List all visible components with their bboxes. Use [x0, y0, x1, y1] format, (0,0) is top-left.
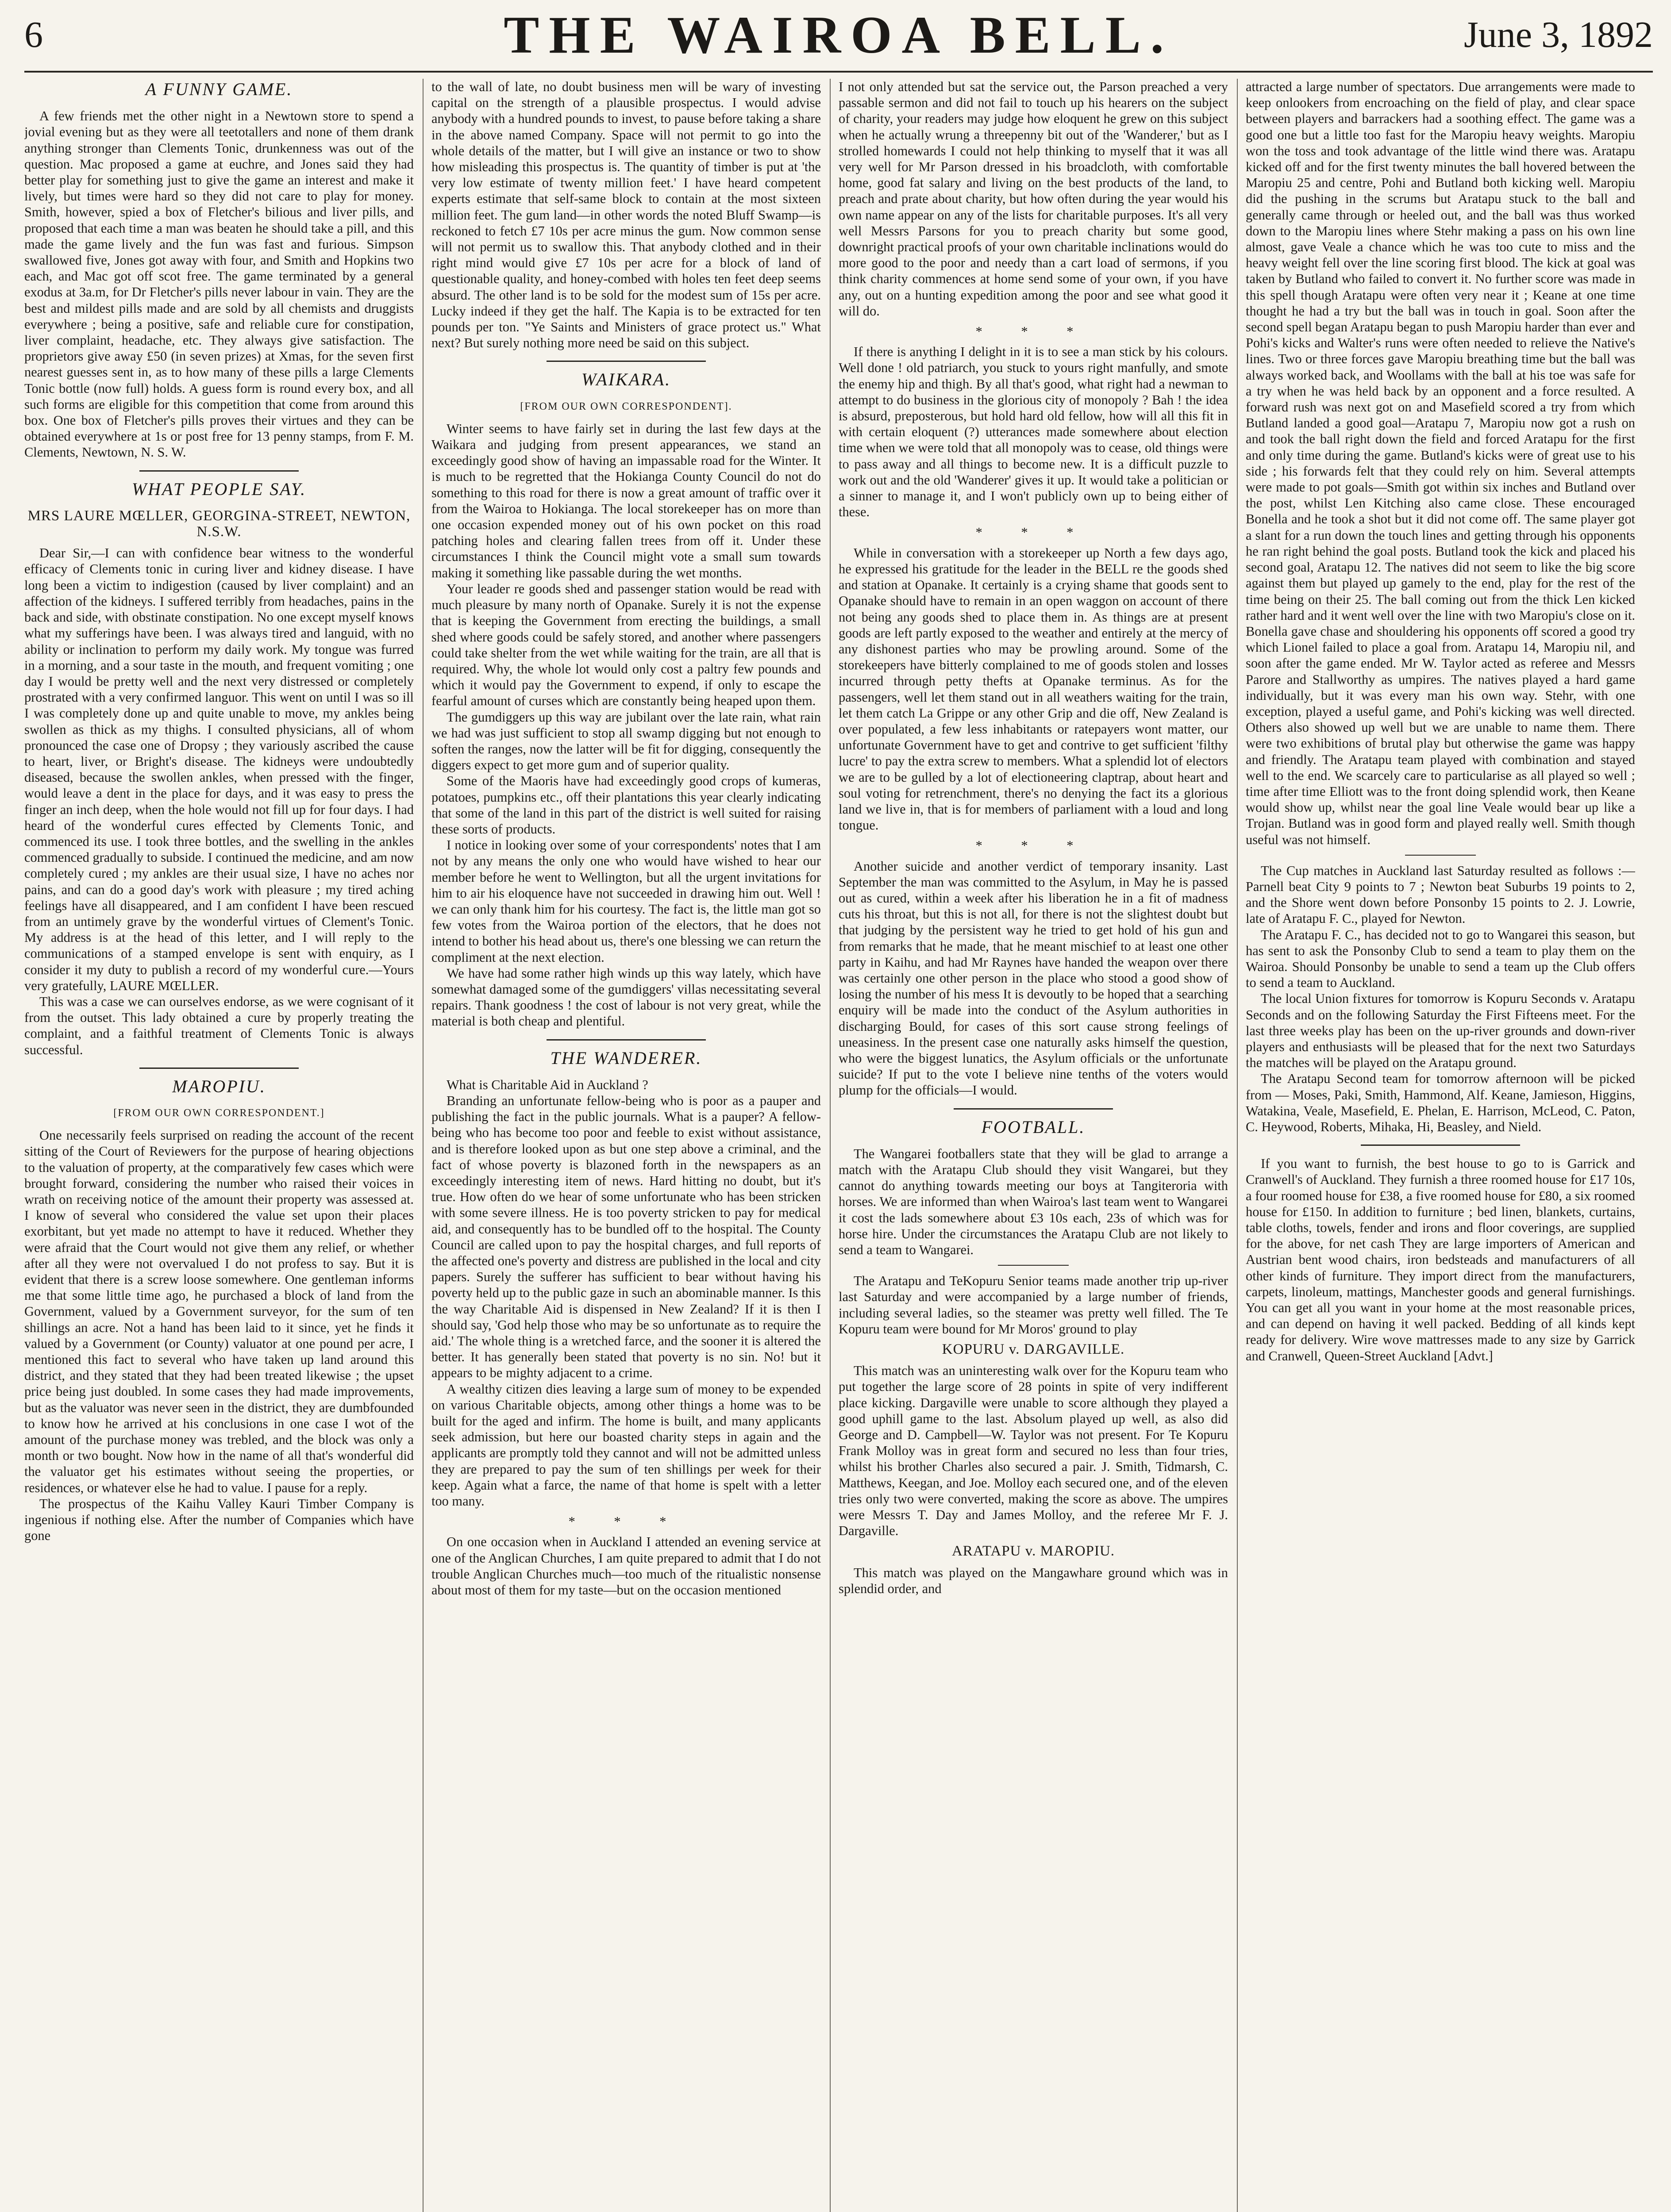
article-heading: A FUNNY GAME.: [145, 79, 293, 99]
article-paragraph: This match was played on the Mangawhare ground which was in splendid order, and: [839, 1565, 1228, 1596]
article-paragraph: The prospectus of the Kaihu Valley Kauri Timber Company is ingenious if nothing else. After the number of Companies which have gone: [24, 1496, 414, 1544]
article-paragraph: What is Charitable Aid in Auckland ?: [447, 1077, 648, 1092]
article-subheading: KOPURU v. DARGAVILLE.: [942, 1341, 1125, 1358]
article-paragraph: If there is anything I delight in it is to see a man stick by his colours. Well done ! old patriarch, you stuck to yours right manfully, and smote the enemy hip and thigh. By all that's good, what right had a newman to attempt to do business in the glorious city of monopoly ? Bah ! the idea is absurd, preposterous, but hold hard old fellow, how will all this fit in with certain eloquent (?) utterances made somewhere about election time when we were told that all monopoly was to cease, old things were to pass away and all things to become new. It is a difficult puzzle to work out and the old 'Wanderer' gives it up. It would take a politician or a sinner to manage it, and I won't publicly own up to being either of these.: [839, 344, 1228, 520]
article-divider: [139, 470, 299, 472]
section-break: * * *: [975, 525, 1091, 540]
article-paragraph: Another suicide and another verdict of temporary insanity. Last September the man was committed to the Asylum, in May he is passed out as cured, within a week after his liberation he in a fit of madness cuts his throat, but this is not all, for there is not the slightest doubt but that judging by the persistent way he tried to get hold of his gun and from remarks that he made, that he meant mischief to at least one other party in Kaihu, and had Mr Raynes have handed the weapon over there was certainly one other person in the place who stood a good show of losing the number of his mess It is devoutly to be hoped that a searching enquiry will be made into the conduct of the Asylum authorities in discharging Bould, for cases of this sort cause strong feelings of uneasiness. In the present case one naturally asks himself the question, who were the biggest lunatics, the Asylum officials or the unfortunate suicide? If put to the vote I believe nine tenths of the voters would plump for the officials—I would.: [839, 858, 1228, 1098]
article-paragraph: Winter seems to have fairly set in during the last few days at the Waikara and judging from present appearances, we stand an exceedingly good show of having an impassable road for the Winter. It is much to be regretted that the Hokianga County Council do not do something to this road for there is now a great amount of traffic over it from the Wairoa to Hokianga. The local storekeeper has on more than one occasion expended money out of his own pocket on this road patching holes and clearing fallen trees from off it. Under these circumstances I think the Council might vote a small sum towards making it something like passable during the wet months.: [431, 421, 821, 580]
column-2: [431, 79, 821, 2212]
newspaper-title: THE WAIROA BELL.: [504, 5, 1174, 64]
masthead: [24, 4, 1653, 71]
article-paragraph: We have had some rather high winds up this way lately, which have somewhat damaged some of the gumdiggers' villas necessitating several repairs. Thank goodness ! the cost of labour is not very great, while the material is both cheap and plentiful.: [431, 965, 821, 1029]
article-paragraph: While in conversation with a storekeeper up North a few days ago, he expressed his gratitude for the leader in the BELL re the goods shed and station at Opanake. It certainly is a crying shame that goods sent to Opanake should have to remain in an open waggon on account of there not being any goods shed to place them in. As things are at present goods are left partly exposed to the weather and entirely at the mercy of any dishonest parties who may be prowling around. Some of the storekeepers have bitterly complained to me of goods stolen and losses incurred through petty thefts at Opanake terminus. As for the passengers, well let them stand out in all weathers waiting for the train, let them catch La Grippe or any other Grip and die off, New Zealand is over populated, a few less inhabitants or ratepayers wont matter, our unfortunate Government have to get and contrive to get sufficient 'filthy lucre' to pay the extra screw to members. What a splendid lot of electors we are to be gulled by a lot of electioneering claptrap, about heart and soul voting for retrenchment, there's no denying the fact its a glorious land we live in, that is for members of parliament with a loud and long tongue.: [839, 545, 1228, 833]
article-paragraph: I not only attended but sat the service out, the Parson preached a very passable sermon and did not fail to touch up his hearers on the subject of charity, your readers may judge how eloquent he grew on this subject when he actually wrung a threepenny bit out of the 'Wanderer,' but as I strolled homewards I could not help thinking to myself that it was all very well for Mr Parson dressed in his broadcloth, with comfortable home, good fat salary and living on the best products of the land, to preach and prate about charity, but how often during the year would his own name appear on any of the lists for charitable purposes. It's all very well Messrs Parsons for you to preach charity but some good, downright practical proofs of your own charitable inclinations would do more good to the poor and needy than a cart load of sermons, if you think charity commences at home send some of your own, if you have any, out on a hunting expedition among the poor and see what good it will do.: [839, 79, 1228, 319]
article-paragraph: The Wangarei footballers state that they will be glad to arrange a match with the Aratapu Club should they visit Wangarei, but they cannot do anything towards meeting our boys at Tangiteroria with horses. We are informed than when Wairoa's last team went to Wangarei it cost the lads somewhere about £3 10s each, 23s of which was for horse hire. Under the circumstances the Aratapu Club are not likely to send a team to Wangarei.: [839, 1146, 1228, 1258]
article-paragraph: attracted a large number of spectators. Due arrangements were made to keep onlookers from encroaching on the field of play, and clear space between players and barrackers had a soothing effect. The game was a good one but a little too fast for the Maropiu heavy weights. Maropiu won the toss and took advantage of the little wind there was. Aratapu kicked off and for the first twenty minutes the ball hovered between the Maropiu 25 and centre, Pohi and Butland both kicking well. Maropiu did the pushing in the scrums but Aratapu stuck to the ball and generally came through or heeled out, and the ball was thus worked down to the Maropiu lines where Stehr making a pass on his own line almost, gave Veale a chance which he was too cute to miss and the heavy weight fell over the line scoring first blood. The kick at goal was taken by Butland who failed to convert it. No further score was made in this spell though Aratapu were often very near it ; Keane at one time thought he had a try but the ball was in touch in goal. Soon after the second spell began Aratapu began to push Maropiu harder than ever and Pohi's kicks and Walter's runs were often needed to relieve the Native's lines. Two or three forces gave Maropiu breathing time but the ball was always worked back, and Woollams with the ball at his toe was safe for a try when he was held back by an opponent and a force resulted. A forward rush was next got on and Masefield scored a try from which Butland landed a good goal—Aratapu 7, Maropiu now got a rush on and took the ball right down the field and forced Aratapu for the first and only time during the game. Butland's kicks were of great use to his side ; his forwards felt that they could rely on him. Several attempts were made to pot goals—Smith got within six inches and Butland over the post, whilst Len Kitching also came close. These encouraged Bonella and he took a shot but it did not come off. The same player got a slant for a run down the touch lines and getting through his opponents he ran right behind the goal posts. Butland took the kick and placed his second goal, Aratapu 12. The natives did not seem to like the big score against them but played up gamely to the end, play for the rest of the time being on their 25. The ball coming out from the thick Len kicked rather hard and it went well over the line with two Maropiu's close on it. Bonella gave chase and shouldering his opponents off scored a good try which Lionel failed to place a goal from. Aratapu 14, Maropiu nil, and soon after the game ended. Mr W. Taylor acted as referee and Messrs Parore and Stallworthy as umpires. The natives played a hard game individually, but it was every man his own way. Stehr, with one exception, played a useful game, and Pohi's kicking was well directed. Others also showed up well but we are unable to name them. There were two exhibitions of brutal play but otherwise the game was happy and friendly. The Aratapu team played with combination and stayed well to the end. We scarcely care to particularise as all played so well ; time after time Elliott was to the front doing splendid work, then Keane would show up, whilst near the goal line Veale would bear up like a Trojan. Butland was in good form and played really well. Smith though useful was not himself.: [1246, 79, 1635, 847]
article-paragraph: On one occasion when in Auckland I attended an evening service at one of the Anglican Churches, I am quite prepared to admit that I do not trouble Anglican Churches much—too much of the ritualistic nonsense about most of them for my taste—but on the occasion mentioned: [431, 1534, 821, 1598]
article-paragraph: A few friends met the other night in a Newtown store to spend a jovial evening but as they were all teetotallers and none of them drank anything stronger than Clements Tonic, drunkenness was out of the question. Mac proposed a game at euchre, and Jones said they had better play for something just to give the game an interest and make it lively, but times were hard so they did not care to play for money. Smith, however, spied a box of Fletcher's bilious and liver pills, and proposed that each time a man was beaten he should take a pill, and this made the game lively and the fun was fast and furious. Simpson swallowed five, Jones got away with four, and Smith and Hopkins two each, and Mac got off scot free. The game terminated by a general exodus at 3a.m, for Dr Fletcher's pills never labour in vain. They are the best and mildest pills made and are sold by all chemists and druggists everywhere ; being a positive, safe and reliable cure for constipation, liver complaint, headache, etc. They always give satisfaction. The proprietors give away £50 (in seven prizes) at Xmas, for the seven first nearest guesses sent in, as to how many of these pills a large Clements Tonic bottle (now full) holds. A guess form is round every box, and all such forms are eligible for this competition that come from around this box. One box of Fletcher's pills proves their virtues and they can be obtained everywhere at 1s or post free for 13 penny stamps, from F. M. Clements, Newtown, N. S. W.: [24, 108, 414, 460]
section-break: * * *: [975, 324, 1091, 339]
article-divider: [954, 1108, 1113, 1110]
article-paragraph: This was a case we can ourselves endorse, as we were cognisant of it from the outset. This lady obtained a cure by properly treating the complaint, and a faithful treatment of Clements Tonic is always successful.: [24, 994, 414, 1057]
masthead-rule: [24, 71, 1653, 73]
article-heading: MAROPIU.: [172, 1076, 266, 1096]
article-paragraph: The Cup matches in Auckland last Saturday resulted as follows :—Parnell beat City 9 points to 7 ; Newton beat Suburbs 19 points to 2, and the Shore went down before Ponsonby 15 points to 2. J. Lowrie, late of Aratapu F. C., played for Newton.: [1246, 863, 1635, 926]
article-paragraph: If you want to furnish, the best house to go to is Garrick and Cranwell's of Auckland. They furnish a three roomed house for £17 10s, a four roomed house for £38, a five roomed house for £80, a six roomed house for £150. In addition to furniture ; bed linen, blankets, curtains, table cloths, towels, fender and irons and floor coverings, are supplied for the above, for net cash They are large importers of American and Austrian bent wood chairs, iron bedsteads and manufacturers of all other kinds of furniture. They import direct from the manufacturers, carpets, linoleum, mattings, Manchester goods and general furnishings. You can get all you want in your home at the most reasonable prices, and can depend on having it well packed. Bedding of all kinds kept ready for delivery. Wire wove mattresses made to any size by Garrick and Cranwell, Queen-Street Auckland [Advt.]: [1246, 1156, 1635, 1363]
column-rule: [1237, 79, 1238, 2212]
column-1: [24, 79, 414, 2212]
article-divider: [1361, 1144, 1520, 1146]
article-paragraph: The gumdiggers up this way are jubilant over the late rain, what rain we had was just sufficient to stop all swamp digging but not enough to soften the ranges, now the latter will be fit for digging, consequently the diggers expect to get more gum and of superior quality.: [431, 709, 821, 773]
section-break: * * *: [568, 1514, 684, 1529]
column-rule: [830, 79, 831, 2212]
page-number: 6: [24, 14, 43, 55]
column-4: [1246, 79, 1635, 2212]
article-subheading: ARATAPU v. MAROPIU.: [951, 1543, 1115, 1559]
article-paragraph: The Aratapu and TeKopuru Senior teams made another trip up-river last Saturday and were accompanied by a large number of friends, including several ladies, so the steamer was pretty well filled. The Te Kopuru team were bound for Mr Moros' ground to play: [839, 1273, 1228, 1336]
article-paragraph: I notice in looking over some of your correspondents' notes that I am not by any means the only one who would have wished to hear our member before he went to Wellington, but all the urgent invitations for him to air his eloquence have not succeeded in drawing him out. Well ! we can only thank him for his courtesy. The fact is, the little man got so few votes from the Wairoa portion of the electors, that he does not intend to bother his head about us, there's one blessing we can return the compliment at the next election.: [431, 837, 821, 965]
article-paragraph: to the wall of late, no doubt business men will be wary of investing capital on the strength of a plausible prospectus. I would advise anybody with a hundred pounds to invest, to pause before taking a share in the above named Company. Space will not permit to go into the whole details of the matter, but I will give an instance or two to show how misleading this prospectus is. The quantity of timber is put at 'the very low estimate of twenty million feet.' I have heard competent experts estimate that self-same block to contain at the most sixteen million feet. The gum land—in other words the noted Bluff Swamp—is reckoned to fetch £7 10s per acre minus the gum. Now common sense will not permit us to swallow this. That anybody clothed and in their right mind would give £7 10s per acre for a block of land of questionable quality, and honey-combed with holes ten feet deep seems absurd. The other land is to be sold for the modest sum of 15s per acre. Lucky indeed if they get the half. The Kapia is to be extracted for ten pounds per ton. "Ye Saints and Ministers of grace protect us." What next? But surely nothing more need be said on this subject.: [431, 79, 821, 351]
correspondent-line: [FROM OUR OWN CORRESPONDENT].: [520, 400, 732, 412]
article-heading: FOOTBALL.: [981, 1117, 1086, 1137]
issue-date: June 3, 1892: [1464, 14, 1653, 55]
article-paragraph: The Aratapu F. C., has decided not to go to Wangarei this season, but has sent to ask the Ponsonby Club to send a team to play them on the Wairoa. Should Ponsonby be unable to send a team up the Club offers to send a team to Auckland.: [1246, 927, 1635, 991]
column-rule: [423, 79, 424, 2212]
article-divider: [547, 361, 706, 362]
article-heading: WHAT PEOPLE SAY.: [131, 479, 307, 499]
article-paragraph: The Aratapu Second team for tomorrow afternoon will be picked from — Moses, Paki, Smith, Hammond, Alf. Keane, Jamieson, Higgins, Watakina, Veale, Masefield, E. Phelan, E. Harrison, McLeod, C. Paton, C. Heywood, Roberts, Mihaka, Hi, Beasley, and Nield.: [1246, 1071, 1635, 1134]
article-heading: THE WANDERER.: [550, 1048, 702, 1068]
article-paragraph: This match was an uninteresting walk over for the Kopuru team who put together the large score of 28 points in spite of very indifferent place kicking. Dargaville were unable to score although they played a good uphill game to the last. Absolum played up well, as also did George and D. Campbell—W. Taylor was not present. For Te Kopuru Frank Molloy was in great form and secured no less than four tries, whilst his brother Charles also secured a pair. J. Smith, Tidmarsh, C. Matthews, Keegan, and Joe. Molloy each secured one, and of the eleven tries only two were converted, making the score as above. The umpires were Messrs T. Day and James Molloy, and the referee Mr F. J. Dargaville.: [839, 1363, 1228, 1539]
article-subheading: MRS LAURE MŒLLER, GEORGINA-STREET, NEWTON, N.S.W.: [27, 507, 411, 540]
article-paragraph: Some of the Maoris have had exceedingly good crops of kumeras, potatoes, pumpkins etc., off their plantations this year clearly indicating that some of the land in this part of the district is well suited for raising these sorts of products.: [431, 773, 821, 837]
section-break: * * *: [975, 838, 1091, 853]
article-paragraph: The local Union fixtures for tomorrow is Kopuru Seconds v. Aratapu Seconds and on the following Saturday the First Fifteens meet. For the last three weeks play has been on the up-river grounds and down-river players and enthusiasts will be pleased that for the next two Saturdays the matches will be played on the Aratapu ground.: [1246, 991, 1635, 1071]
article-divider: [139, 1068, 299, 1069]
article-heading: WAIKARA.: [581, 369, 671, 390]
article-paragraph: One necessarily feels surprised on reading the account of the recent sitting of the Court of Reviewers for the purpose of hearing objections to the valuation of property, at the comparatively few cases which were brought forward, considering the number who raised their voices in wrath on receiving notice of the amount their property was assessed at. I know of several who considered the value set upon their places exorbitant, but yet made no attempt to have it reduced. Whether they were afraid that the Court would not give them any relief, or whether after all they were not overvalued I do not profess to say. But it is evident that there is a screw loose somewhere. One gentleman informs me that some little time ago, he purchased a block of land from the Government, valued by a Government surveyor, for the sum of ten shillings an acre. Not a hand has been laid to it since, yet he finds it valued by a Government (or County) valuator at one pound per acre, I mentioned this fact to several who have taken up land around this district, and they stated that they had been treated likewise ; the upset price being just doubled. In some cases they had made improvements, but as the valuator was never seen in the district, they are dumbfounded to know how he arrived at his conclusions in one case I wot of the amount of the purchase money was trebled, and the block was only a month or two bought. Now how in the name of all that's wonderful did the valuator get his estimates without seeing the properties, or residences, or whatever else he had to value. I pause for a reply.: [24, 1128, 414, 1495]
article-divider: [547, 1039, 706, 1041]
article-paragraph: Branding an unfortunate fellow-being who is poor as a pauper and publishing the fact in the public journals. What is a pauper? A fellow-being who has become too poor and feeble to exist without assistance, and is therefore looked upon as but one step above a criminal, and the fact of whose poverty is blazoned forth in the newspapers as an exceedingly interesting item of news. Hard hitting no doubt, but it's true. How often do we hear of some unfortunate who has been stricken with some severe illness. He is too poverty stricken to pay for medical aid, and consequently has to be bundled off to the hospital. The County Council are called upon to pay the hospital charges, and full reports of the affected one's poverty and distress are published in the local and city papers. Surely the sufferer has sufficient to bear without having his poverty held up to the public gaze in such an abominable manner. Is this the way Charitable Aid is dispensed in New Zealand? If it is then I should say, 'God help those who may be so unfortunate as to require the aid.' The whole thing is a wretched farce, and the sooner it is altered the better. It has generally been stated that poverty is no sin. No! but it appears to be mighty adjacent to a crime.: [431, 1093, 821, 1381]
article-divider: [998, 1265, 1069, 1266]
column-3: [839, 79, 1228, 2212]
article-paragraph: Dear Sir,—I can with confidence bear witness to the wonderful efficacy of Clements tonic in curing liver and kidney disease. I have long been a victim to indigestion (caused by liver complaint) and an affection of the kidneys. I suffered terribly from headaches, pains in the back and side, with obstinate constipation. No one except myself knows what my sufferings have been. I was always tired and languid, with no ability or inclination to perform my daily work. My tongue was furred in a morning, and a sour taste in the mouth, and frequent vomiting ; one day I would be pretty well and the next very distressed or completely prostrated with a very confirmed languor. This went on until I was so ill I was completely done up and quite unable to move, my ankles being swollen as thick as my thighs. I consulted physicians, all of whom pronounced the case one of Dropsy ; they variously ascribed the cause to heart, liver, or Bright's disease. The kidneys were undoubtedly diseased, because the swollen ankles, when pressed with the finger, would leave a dent in the place for days, and it was easy to press the finger an inch deep, when the hole would not fill up for four days. I had heard of the wonderful cures effected by Clements Tonic, and commenced its use. I took three bottles, and the swelling in the ankles commenced gradually to subside. I continued the medicine, and am now completely cured ; my ankles are their usual size, I have no aches nor pains, and can do a good day's work with pleasure ; my tired aching feelings have all disappeared, and I am confident I have been rescued from an untimely grave by the wonderful virtues of Clement's Tonic. My address is at the head of this letter, and I will reply to the communications of a stamped envelope is sent with enquiry, as I consider it my duty to publish a record of my wonderful cure.—Yours very gratefully, LAURE MŒLLER.: [24, 545, 414, 993]
correspondent-line: [FROM OUR OWN CORRESPONDENT.]: [113, 1107, 325, 1119]
article-divider: [1405, 855, 1476, 856]
article-paragraph: A wealthy citizen dies leaving a large sum of money to be expended on various Charitable objects, among other things a home was to be built for the aged and infirm. The home is built, and many applicants seek admission, but here our boasted charity steps in again and the applicants are promptly told they cannot and will not be admitted unless they are prepared to pay the sum of ten shillings per week for their keep. Again what a farce, the name of that home is spelt with a letter too many.: [431, 1381, 821, 1509]
article-paragraph: Your leader re goods shed and passenger station would be read with much pleasure by many north of Opanake. Surely it is not the expense that is keeping the Government from erecting the buildings, a small shed where goods could be safely stored, and another where passengers could take shelter from the wet while waiting for the train, are all that is required. Why, the whole lot would only cost a paltry few pounds and which it would pay the Government to expend, if only to escape the fearful amount of curses which are constantly being heaped upon them.: [431, 581, 821, 709]
